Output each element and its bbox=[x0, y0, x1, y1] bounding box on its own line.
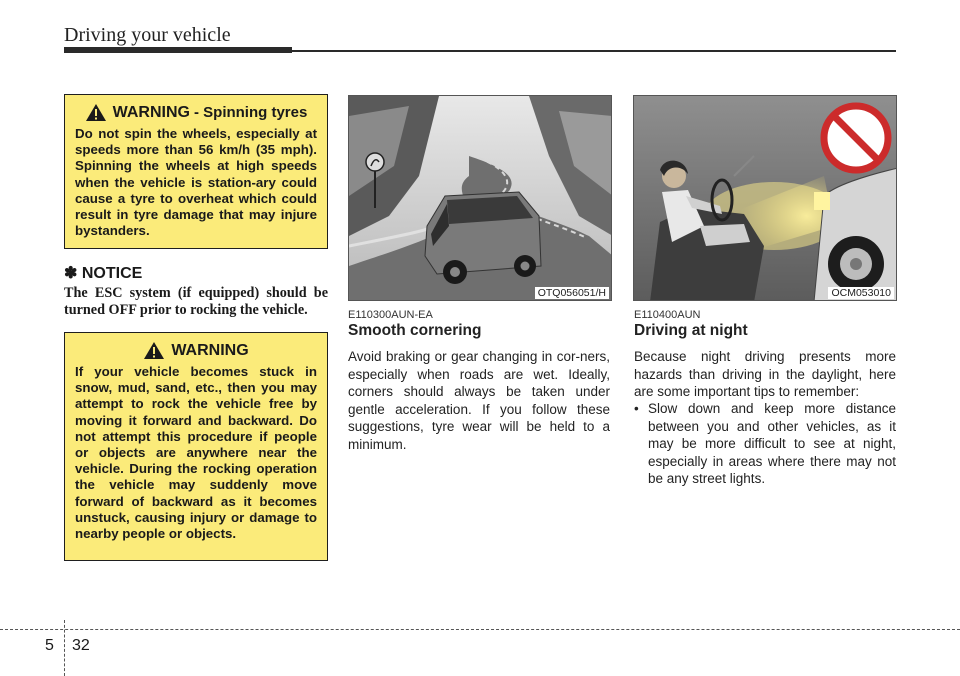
winding-road-van-image bbox=[349, 96, 612, 301]
section-title-smooth-cornering: Smooth cornering bbox=[348, 322, 482, 339]
warning-header bbox=[75, 103, 317, 122]
warning-spinning-tyres-box bbox=[64, 94, 328, 249]
notice-body: The ESC system (if equipped) should be turned OFF prior to rocking the vehicle. bbox=[64, 285, 328, 318]
image-code: OTQ056051/H bbox=[535, 287, 609, 299]
night-driver-headlight-image bbox=[634, 96, 897, 301]
bullet-mark: • bbox=[634, 401, 639, 416]
image-code: OCM053010 bbox=[828, 287, 894, 299]
chapter-number: 5 bbox=[45, 637, 54, 654]
footer-vertical-divider bbox=[64, 620, 65, 676]
warning-title: WARNING bbox=[112, 103, 190, 121]
section-body-night: Because night driving presents more hazards than driving in the daylight, here are some important tips to remember: bbox=[634, 349, 896, 399]
section-title-driving-at-night: Driving at night bbox=[634, 322, 748, 339]
cornering-illustration bbox=[348, 95, 612, 301]
section-code: E110300AUN-EA bbox=[348, 309, 433, 321]
warning-title: WARNING bbox=[171, 341, 249, 359]
list-item bbox=[634, 400, 896, 488]
header-rule-thick bbox=[64, 47, 292, 53]
page-number: 32 bbox=[72, 637, 90, 654]
section-code: E110400AUN bbox=[634, 309, 701, 321]
notice-title: ✽ NOTICE bbox=[64, 265, 143, 282]
section-body-cornering: Avoid braking or gear changing in cor-ners, especially when roads are wet. Ideally, corners should always be taken under gentle acceleration. If you follow these suggestions, tyre wear will be held to a minimum. bbox=[348, 349, 610, 452]
warning-subtitle: - Spinning tyres bbox=[193, 104, 308, 121]
warning-rocking-box bbox=[64, 332, 328, 561]
header-rule-thin bbox=[292, 50, 896, 52]
warning-header bbox=[75, 341, 317, 360]
night-driving-illustration bbox=[633, 95, 897, 301]
bullet-text: Slow down and keep more distance between you and other vehicles, as it may be more difficult to see at night, especially in areas where there may not be any street lights. bbox=[648, 401, 896, 486]
warning-triangle-icon bbox=[143, 341, 165, 360]
warning-triangle-icon bbox=[85, 103, 107, 122]
footer-divider bbox=[0, 629, 960, 630]
warning-body: Do not spin the wheels, especially at speeds more than 56 km/h (35 mph). Spinning the wheels at high speeds when the vehicle is station-ary could cause a tyre to overheat which could result in tyre damage that may injure bystanders. bbox=[75, 126, 317, 239]
warning-body: If your vehicle becomes stuck in snow, mud, sand, etc., then you may attempt to rock the vehicle free by moving it forward and backward. Do not attempt this procedure if people or objects are anywhere near the vehicle. During the rocking operation the vehicle may suddenly move forward of backward as it becomes unstuck, causing injury or damage to nearby people or objects. bbox=[75, 364, 317, 542]
prohibition-sign-icon bbox=[824, 106, 888, 170]
page-header-title: Driving your vehicle bbox=[64, 24, 231, 46]
